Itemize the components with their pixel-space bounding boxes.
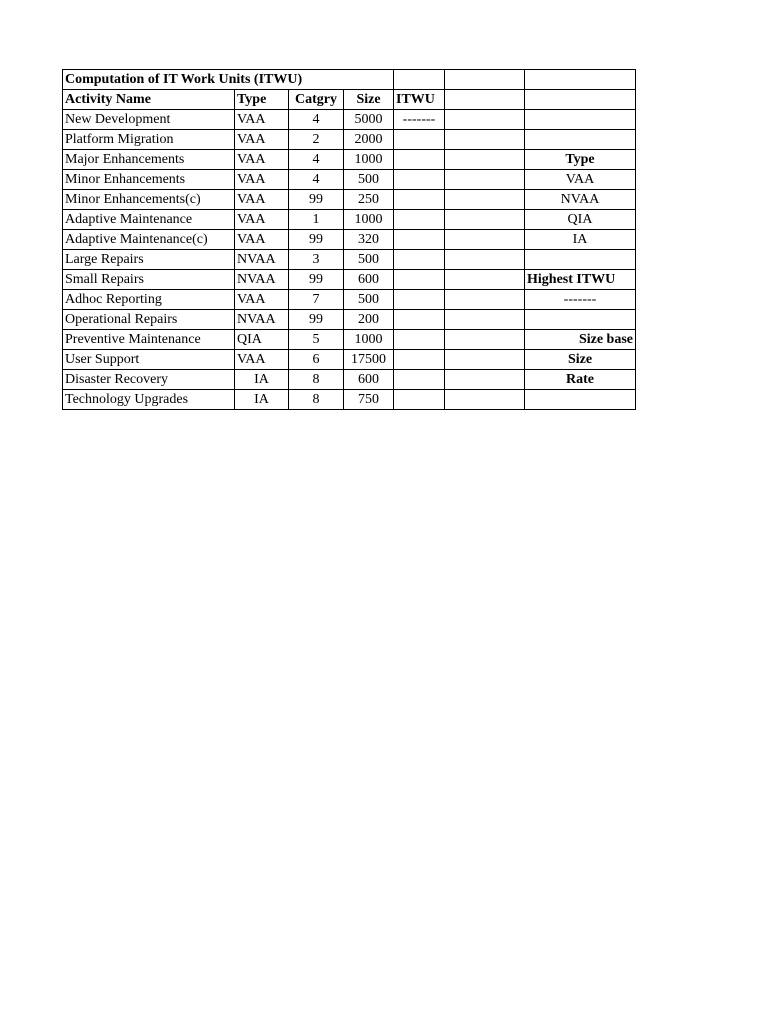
empty-cell[interactable] [445, 210, 525, 230]
cell-category[interactable]: 5 [289, 330, 344, 350]
empty-cell[interactable] [445, 310, 525, 330]
cell-itwu[interactable] [394, 290, 445, 310]
table-row [63, 370, 636, 390]
cell-lookup[interactable]: VAA [525, 170, 636, 190]
cell-lookup[interactable]: ------- [525, 290, 636, 310]
empty-cell[interactable] [445, 370, 525, 390]
table-row [63, 170, 636, 190]
table-row [63, 270, 636, 290]
cell-lookup[interactable]: NVAA [525, 190, 636, 210]
cell-category[interactable]: 8 [289, 370, 344, 390]
cell-size[interactable]: 200 [344, 310, 394, 330]
table-row [63, 250, 636, 270]
cell-type[interactable]: VAA [235, 130, 289, 150]
cell-lookup[interactable]: Rate [525, 370, 636, 390]
cell-itwu[interactable] [394, 230, 445, 250]
cell-itwu[interactable] [394, 190, 445, 210]
table-row [63, 110, 636, 130]
cell-itwu[interactable] [394, 330, 445, 350]
empty-cell[interactable] [445, 290, 525, 310]
cell-activity-name[interactable]: Minor Enhancements [63, 170, 235, 190]
cell-activity-name[interactable]: Adaptive Maintenance [63, 210, 235, 230]
cell-type[interactable]: VAA [235, 150, 289, 170]
table-row [63, 130, 636, 150]
table-row [63, 190, 636, 210]
cell-type[interactable]: NVAA [235, 250, 289, 270]
cell-activity-name[interactable]: Adaptive Maintenance(c) [63, 230, 235, 250]
cell-category[interactable]: 6 [289, 350, 344, 370]
itwu-spreadsheet [62, 69, 636, 410]
cell-type[interactable]: IA [235, 390, 289, 410]
cell-itwu[interactable] [394, 370, 445, 390]
cell-category[interactable]: 8 [289, 390, 344, 410]
cell-type[interactable]: VAA [235, 230, 289, 250]
table-row [63, 350, 636, 370]
cell-size[interactable]: 2000 [344, 130, 394, 150]
cell-activity-name[interactable]: Platform Migration [63, 130, 235, 150]
cell-category[interactable]: 99 [289, 230, 344, 250]
cell-activity-name[interactable]: Major Enhancements [63, 150, 235, 170]
table-row [63, 330, 636, 350]
cell-lookup[interactable]: QIA [525, 210, 636, 230]
header-itwu[interactable]: ITWU [394, 90, 445, 110]
cell-category[interactable]: 99 [289, 310, 344, 330]
cell-lookup[interactable]: Size [525, 350, 636, 370]
cell-lookup[interactable] [525, 250, 636, 270]
cell-category[interactable]: 4 [289, 150, 344, 170]
empty-cell[interactable] [445, 170, 525, 190]
cell-size[interactable]: 600 [344, 270, 394, 290]
cell-category[interactable]: 3 [289, 250, 344, 270]
empty-cell[interactable] [445, 110, 525, 130]
empty-cell[interactable] [525, 70, 636, 90]
cell-activity-name[interactable]: Technology Upgrades [63, 390, 235, 410]
header-size[interactable]: Size [344, 90, 394, 110]
table-row [63, 390, 636, 410]
cell-category[interactable]: 4 [289, 110, 344, 130]
header-category[interactable]: Catgry [289, 90, 344, 110]
cell-itwu[interactable] [394, 350, 445, 370]
cell-itwu[interactable] [394, 310, 445, 330]
cell-category[interactable]: 1 [289, 210, 344, 230]
cell-itwu[interactable] [394, 270, 445, 290]
empty-cell[interactable] [445, 130, 525, 150]
cell-type[interactable]: QIA [235, 330, 289, 350]
cell-activity-name[interactable]: Small Repairs [63, 270, 235, 290]
cell-activity-name[interactable]: New Development [63, 110, 235, 130]
empty-cell[interactable] [445, 230, 525, 250]
table-row [63, 290, 636, 310]
cell-type[interactable]: VAA [235, 110, 289, 130]
empty-cell[interactable] [394, 70, 445, 90]
data-rows [63, 110, 636, 410]
cell-size[interactable]: 750 [344, 390, 394, 410]
cell-activity-name[interactable]: Minor Enhancements(c) [63, 190, 235, 210]
cell-lookup[interactable] [525, 130, 636, 150]
cell-itwu[interactable] [394, 390, 445, 410]
cell-itwu[interactable] [394, 170, 445, 190]
header-type[interactable]: Type [235, 90, 289, 110]
cell-size[interactable]: 320 [344, 230, 394, 250]
cell-activity-name[interactable]: User Support [63, 350, 235, 370]
cell-type[interactable]: VAA [235, 170, 289, 190]
empty-cell[interactable] [445, 330, 525, 350]
cell-activity-name[interactable]: Large Repairs [63, 250, 235, 270]
empty-cell[interactable] [525, 90, 636, 110]
empty-cell[interactable] [445, 150, 525, 170]
table-row [63, 310, 636, 330]
cell-type[interactable]: VAA [235, 290, 289, 310]
cell-size[interactable]: 1000 [344, 330, 394, 350]
cell-size[interactable]: 17500 [344, 350, 394, 370]
cell-activity-name[interactable]: Operational Repairs [63, 310, 235, 330]
cell-size[interactable]: 5000 [344, 110, 394, 130]
cell-activity-name[interactable]: Adhoc Reporting [63, 290, 235, 310]
cell-size[interactable]: 500 [344, 250, 394, 270]
cell-itwu[interactable] [394, 210, 445, 230]
cell-type[interactable]: VAA [235, 350, 289, 370]
cell-type[interactable]: IA [235, 370, 289, 390]
cell-category[interactable]: 4 [289, 170, 344, 190]
cell-type[interactable]: VAA [235, 190, 289, 210]
cell-type[interactable]: NVAA [235, 310, 289, 330]
cell-lookup[interactable]: Highest ITWU [525, 270, 636, 290]
cell-itwu[interactable] [394, 130, 445, 150]
cell-size[interactable]: 1000 [344, 210, 394, 230]
cell-category[interactable]: 7 [289, 290, 344, 310]
empty-cell[interactable] [445, 270, 525, 290]
cell-size[interactable]: 500 [344, 170, 394, 190]
cell-category[interactable]: 99 [289, 270, 344, 290]
cell-category[interactable]: 99 [289, 190, 344, 210]
header-row [63, 90, 636, 110]
cell-lookup[interactable]: Size base [525, 330, 636, 350]
empty-cell[interactable] [445, 390, 525, 410]
table-row [63, 210, 636, 230]
header-activity-name[interactable]: Activity Name [63, 90, 235, 110]
table-row [63, 150, 636, 170]
empty-cell[interactable] [445, 190, 525, 210]
cell-lookup[interactable] [525, 110, 636, 130]
cell-itwu[interactable]: ------- [394, 110, 445, 130]
cell-size[interactable]: 250 [344, 190, 394, 210]
empty-cell[interactable] [445, 90, 525, 110]
cell-type[interactable]: NVAA [235, 270, 289, 290]
cell-size[interactable]: 600 [344, 370, 394, 390]
cell-type[interactable]: VAA [235, 210, 289, 230]
empty-cell[interactable] [445, 350, 525, 370]
cell-size[interactable]: 1000 [344, 150, 394, 170]
cell-itwu[interactable] [394, 150, 445, 170]
title-row [63, 70, 636, 90]
empty-cell[interactable] [445, 250, 525, 270]
cell-activity-name[interactable]: Disaster Recovery [63, 370, 235, 390]
cell-activity-name[interactable]: Preventive Maintenance [63, 330, 235, 350]
table-row [63, 230, 636, 250]
sheet-title[interactable]: Computation of IT Work Units (ITWU) [63, 70, 394, 90]
cell-lookup[interactable]: Type [525, 150, 636, 170]
cell-lookup[interactable] [525, 310, 636, 330]
empty-cell[interactable] [445, 70, 525, 90]
cell-size[interactable]: 500 [344, 290, 394, 310]
cell-category[interactable]: 2 [289, 130, 344, 150]
cell-lookup[interactable] [525, 390, 636, 410]
cell-lookup[interactable]: IA [525, 230, 636, 250]
cell-itwu[interactable] [394, 250, 445, 270]
